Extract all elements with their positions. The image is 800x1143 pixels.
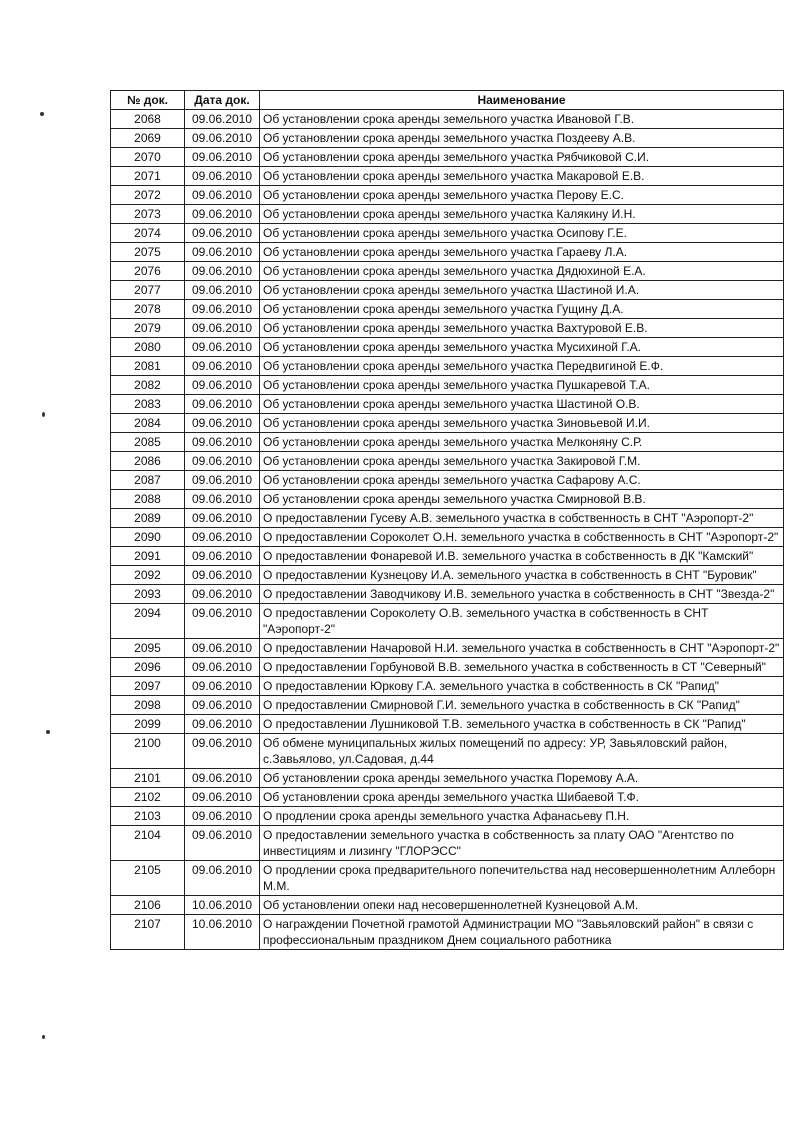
table-row xyxy=(111,205,784,224)
doc-date-cell: 09.06.2010 xyxy=(185,205,260,224)
doc-title-cell: Об установлении срока аренды земельного участка Смирновой В.В. xyxy=(260,490,784,509)
doc-number-cell: 2104 xyxy=(111,826,185,861)
doc-number-cell: 2086 xyxy=(111,452,185,471)
doc-number-cell: 2098 xyxy=(111,696,185,715)
doc-date-cell: 09.06.2010 xyxy=(185,547,260,566)
doc-date-cell: 09.06.2010 xyxy=(185,604,260,639)
doc-date-cell: 09.06.2010 xyxy=(185,769,260,788)
doc-number-cell: 2081 xyxy=(111,357,185,376)
table-row xyxy=(111,585,784,604)
table-row xyxy=(111,262,784,281)
table-row xyxy=(111,395,784,414)
doc-number-cell: 2093 xyxy=(111,585,185,604)
table-row xyxy=(111,604,784,639)
table-row xyxy=(111,734,784,769)
doc-title-cell: Об установлении срока аренды земельного участка Вахтуровой Е.В. xyxy=(260,319,784,338)
doc-date-cell: 09.06.2010 xyxy=(185,471,260,490)
table-header xyxy=(111,91,784,110)
doc-title-cell: Об установлении срока аренды земельного участка Поремову А.А. xyxy=(260,769,784,788)
doc-title-cell: Об установлении срока аренды земельного участка Шастиной И.А. xyxy=(260,281,784,300)
doc-title-cell: Об установлении срока аренды земельного участка Ивановой Г.В. xyxy=(260,110,784,129)
doc-title-cell: О предоставлении земельного участка в собственность за плату ОАО "Агентство по инвестициям и лизингу "ГЛОРЭСС" xyxy=(260,826,784,861)
doc-date-cell: 09.06.2010 xyxy=(185,433,260,452)
doc-date-cell: 09.06.2010 xyxy=(185,734,260,769)
doc-date-cell: 09.06.2010 xyxy=(185,129,260,148)
doc-number-cell: 2099 xyxy=(111,715,185,734)
scan-speck xyxy=(42,1035,45,1039)
doc-date-cell: 09.06.2010 xyxy=(185,376,260,395)
doc-number-cell: 2097 xyxy=(111,677,185,696)
doc-title-cell: Об установлении срока аренды земельного участка Передвигиной Е.Ф. xyxy=(260,357,784,376)
doc-date-cell: 09.06.2010 xyxy=(185,696,260,715)
doc-title-cell: Об установлении срока аренды земельного участка Калякину И.Н. xyxy=(260,205,784,224)
doc-title-cell: Об установлении опеки над несовершеннолетней Кузнецовой А.М. xyxy=(260,896,784,915)
table-row xyxy=(111,807,784,826)
header-doc-title: Наименование xyxy=(260,91,784,110)
table-body xyxy=(111,110,784,950)
table-row xyxy=(111,243,784,262)
scan-speck xyxy=(40,112,44,116)
doc-date-cell: 10.06.2010 xyxy=(185,896,260,915)
doc-title-cell: О предоставлении Кузнецову И.А. земельного участка в собственность в СНТ "Буровик" xyxy=(260,566,784,585)
doc-date-cell: 09.06.2010 xyxy=(185,167,260,186)
doc-number-cell: 2103 xyxy=(111,807,185,826)
doc-title-cell: О предоставлении Фонаревой И.В. земельного участка в собственность в ДК "Камский" xyxy=(260,547,784,566)
table-row xyxy=(111,509,784,528)
table-row xyxy=(111,186,784,205)
doc-title-cell: Об установлении срока аренды земельного участка Закировой Г.М. xyxy=(260,452,784,471)
doc-number-cell: 2085 xyxy=(111,433,185,452)
doc-title-cell: Об обмене муниципальных жилых помещений по адресу: УР, Завьяловский район, с.Завьялово, ул.Садовая, д.44 xyxy=(260,734,784,769)
table-row xyxy=(111,319,784,338)
doc-number-cell: 2094 xyxy=(111,604,185,639)
doc-number-cell: 2095 xyxy=(111,639,185,658)
table-row xyxy=(111,110,784,129)
doc-number-cell: 2071 xyxy=(111,167,185,186)
table-row xyxy=(111,547,784,566)
doc-title-cell: Об установлении срока аренды земельного участка Шастиной О.В. xyxy=(260,395,784,414)
doc-number-cell: 2089 xyxy=(111,509,185,528)
doc-date-cell: 09.06.2010 xyxy=(185,110,260,129)
table-row xyxy=(111,896,784,915)
doc-date-cell: 09.06.2010 xyxy=(185,357,260,376)
doc-number-cell: 2072 xyxy=(111,186,185,205)
doc-title-cell: Об установлении срока аренды земельного участка Мусихиной Г.А. xyxy=(260,338,784,357)
table-row xyxy=(111,414,784,433)
doc-date-cell: 09.06.2010 xyxy=(185,148,260,167)
doc-title-cell: Об установлении срока аренды земельного участка Гущину Д.А. xyxy=(260,300,784,319)
table-row xyxy=(111,677,784,696)
doc-title-cell: О предоставлении Начаровой Н.И. земельного участка в собственность в СНТ "Аэропорт-2" xyxy=(260,639,784,658)
doc-date-cell: 09.06.2010 xyxy=(185,395,260,414)
doc-date-cell: 09.06.2010 xyxy=(185,566,260,585)
doc-title-cell: Об установлении срока аренды земельного участка Перову Е.С. xyxy=(260,186,784,205)
doc-number-cell: 2107 xyxy=(111,915,185,950)
doc-date-cell: 09.06.2010 xyxy=(185,715,260,734)
table-row xyxy=(111,566,784,585)
table-row xyxy=(111,376,784,395)
doc-date-cell: 09.06.2010 xyxy=(185,585,260,604)
doc-title-cell: Об установлении срока аренды земельного участка Шибаевой Т.Ф. xyxy=(260,788,784,807)
table-row xyxy=(111,433,784,452)
doc-number-cell: 2106 xyxy=(111,896,185,915)
doc-date-cell: 09.06.2010 xyxy=(185,826,260,861)
doc-title-cell: Об установлении срока аренды земельного участка Гараеву Л.А. xyxy=(260,243,784,262)
doc-number-cell: 2075 xyxy=(111,243,185,262)
doc-number-cell: 2088 xyxy=(111,490,185,509)
doc-number-cell: 2074 xyxy=(111,224,185,243)
table-row xyxy=(111,915,784,950)
header-doc-number: № док. xyxy=(111,91,185,110)
doc-number-cell: 2102 xyxy=(111,788,185,807)
table-row xyxy=(111,769,784,788)
scan-speck xyxy=(46,730,50,734)
table-row xyxy=(111,861,784,896)
doc-number-cell: 2092 xyxy=(111,566,185,585)
table-row xyxy=(111,528,784,547)
table-row xyxy=(111,696,784,715)
doc-number-cell: 2083 xyxy=(111,395,185,414)
doc-title-cell: Об установлении срока аренды земельного участка Сафарову А.С. xyxy=(260,471,784,490)
doc-date-cell: 09.06.2010 xyxy=(185,639,260,658)
doc-number-cell: 2082 xyxy=(111,376,185,395)
doc-title-cell: Об установлении срока аренды земельного участка Дядюхиной Е.А. xyxy=(260,262,784,281)
doc-title-cell: Об установлении срока аренды земельного участка Рябчиковой С.И. xyxy=(260,148,784,167)
table-row xyxy=(111,129,784,148)
doc-date-cell: 09.06.2010 xyxy=(185,186,260,205)
doc-title-cell: Об установлении срока аренды земельного участка Осипову Г.Е. xyxy=(260,224,784,243)
doc-date-cell: 09.06.2010 xyxy=(185,528,260,547)
doc-title-cell: О продлении срока предварительного попечительства над несовершеннолетним Аллеборн М.М. xyxy=(260,861,784,896)
doc-title-cell: Об установлении срока аренды земельного участка Поздееву А.В. xyxy=(260,129,784,148)
doc-number-cell: 2073 xyxy=(111,205,185,224)
doc-date-cell: 10.06.2010 xyxy=(185,915,260,950)
doc-number-cell: 2068 xyxy=(111,110,185,129)
doc-number-cell: 2105 xyxy=(111,861,185,896)
doc-date-cell: 09.06.2010 xyxy=(185,807,260,826)
doc-date-cell: 09.06.2010 xyxy=(185,490,260,509)
doc-title-cell: Об установлении срока аренды земельного участка Макаровой Е.В. xyxy=(260,167,784,186)
table-row xyxy=(111,826,784,861)
doc-number-cell: 2091 xyxy=(111,547,185,566)
doc-number-cell: 2096 xyxy=(111,658,185,677)
doc-number-cell: 2101 xyxy=(111,769,185,788)
doc-date-cell: 09.06.2010 xyxy=(185,243,260,262)
doc-date-cell: 09.06.2010 xyxy=(185,414,260,433)
doc-number-cell: 2076 xyxy=(111,262,185,281)
doc-number-cell: 2070 xyxy=(111,148,185,167)
doc-title-cell: О предоставлении Смирновой Г.И. земельного участка в собственность в СК "Рапид" xyxy=(260,696,784,715)
doc-number-cell: 2090 xyxy=(111,528,185,547)
doc-date-cell: 09.06.2010 xyxy=(185,452,260,471)
doc-number-cell: 2069 xyxy=(111,129,185,148)
table-row xyxy=(111,167,784,186)
doc-date-cell: 09.06.2010 xyxy=(185,861,260,896)
header-doc-date: Дата док. xyxy=(185,91,260,110)
doc-date-cell: 09.06.2010 xyxy=(185,300,260,319)
table-row xyxy=(111,300,784,319)
doc-number-cell: 2100 xyxy=(111,734,185,769)
doc-title-cell: Об установлении срока аренды земельного участка Зиновьевой И.И. xyxy=(260,414,784,433)
table-row xyxy=(111,788,784,807)
doc-number-cell: 2078 xyxy=(111,300,185,319)
table-row xyxy=(111,490,784,509)
table-row xyxy=(111,224,784,243)
table-row xyxy=(111,715,784,734)
doc-title-cell: О предоставлении Заводчикову И.В. земельного участка в собственность в СНТ "Звезда-2" xyxy=(260,585,784,604)
doc-title-cell: О предоставлении Горбуновой В.В. земельного участка в собственность в СТ "Северный" xyxy=(260,658,784,677)
header-row xyxy=(111,91,784,110)
doc-number-cell: 2079 xyxy=(111,319,185,338)
table-row xyxy=(111,471,784,490)
doc-date-cell: 09.06.2010 xyxy=(185,224,260,243)
table-row xyxy=(111,148,784,167)
doc-number-cell: 2077 xyxy=(111,281,185,300)
scan-speck xyxy=(42,412,45,417)
doc-title-cell: О предоставлении Лушниковой Т.В. земельного участка в собственность в СК "Рапид" xyxy=(260,715,784,734)
doc-title-cell: О предоставлении Гусеву А.В. земельного участка в собственность в СНТ "Аэропорт-2" xyxy=(260,509,784,528)
doc-date-cell: 09.06.2010 xyxy=(185,509,260,528)
table-row xyxy=(111,452,784,471)
doc-date-cell: 09.06.2010 xyxy=(185,338,260,357)
doc-date-cell: 09.06.2010 xyxy=(185,658,260,677)
doc-number-cell: 2087 xyxy=(111,471,185,490)
doc-title-cell: Об установлении срока аренды земельного участка Мелконяну С.Р. xyxy=(260,433,784,452)
doc-date-cell: 09.06.2010 xyxy=(185,319,260,338)
doc-title-cell: О награждении Почетной грамотой Администрации МО "Завьяловский район" в связи с профессиональным праздником Днем социального работника xyxy=(260,915,784,950)
table-row xyxy=(111,357,784,376)
doc-date-cell: 09.06.2010 xyxy=(185,281,260,300)
doc-title-cell: О продлении срока аренды земельного участка Афанасьеву П.Н. xyxy=(260,807,784,826)
doc-date-cell: 09.06.2010 xyxy=(185,677,260,696)
doc-title-cell: О предоставлении Сороколет О.Н. земельного участка в собственность в СНТ "Аэропорт-2" xyxy=(260,528,784,547)
doc-number-cell: 2080 xyxy=(111,338,185,357)
table-row xyxy=(111,338,784,357)
doc-title-cell: О предоставлении Юркову Г.А. земельного участка в собственность в СК "Рапид" xyxy=(260,677,784,696)
doc-date-cell: 09.06.2010 xyxy=(185,788,260,807)
doc-number-cell: 2084 xyxy=(111,414,185,433)
table-row xyxy=(111,658,784,677)
table-row xyxy=(111,639,784,658)
doc-title-cell: Об установлении срока аренды земельного участка Пушкаревой Т.А. xyxy=(260,376,784,395)
documents-table xyxy=(110,90,784,950)
doc-date-cell: 09.06.2010 xyxy=(185,262,260,281)
table-row xyxy=(111,281,784,300)
doc-title-cell: О предоставлении Сороколету О.В. земельного участка в собственность в СНТ "Аэропорт-2" xyxy=(260,604,784,639)
